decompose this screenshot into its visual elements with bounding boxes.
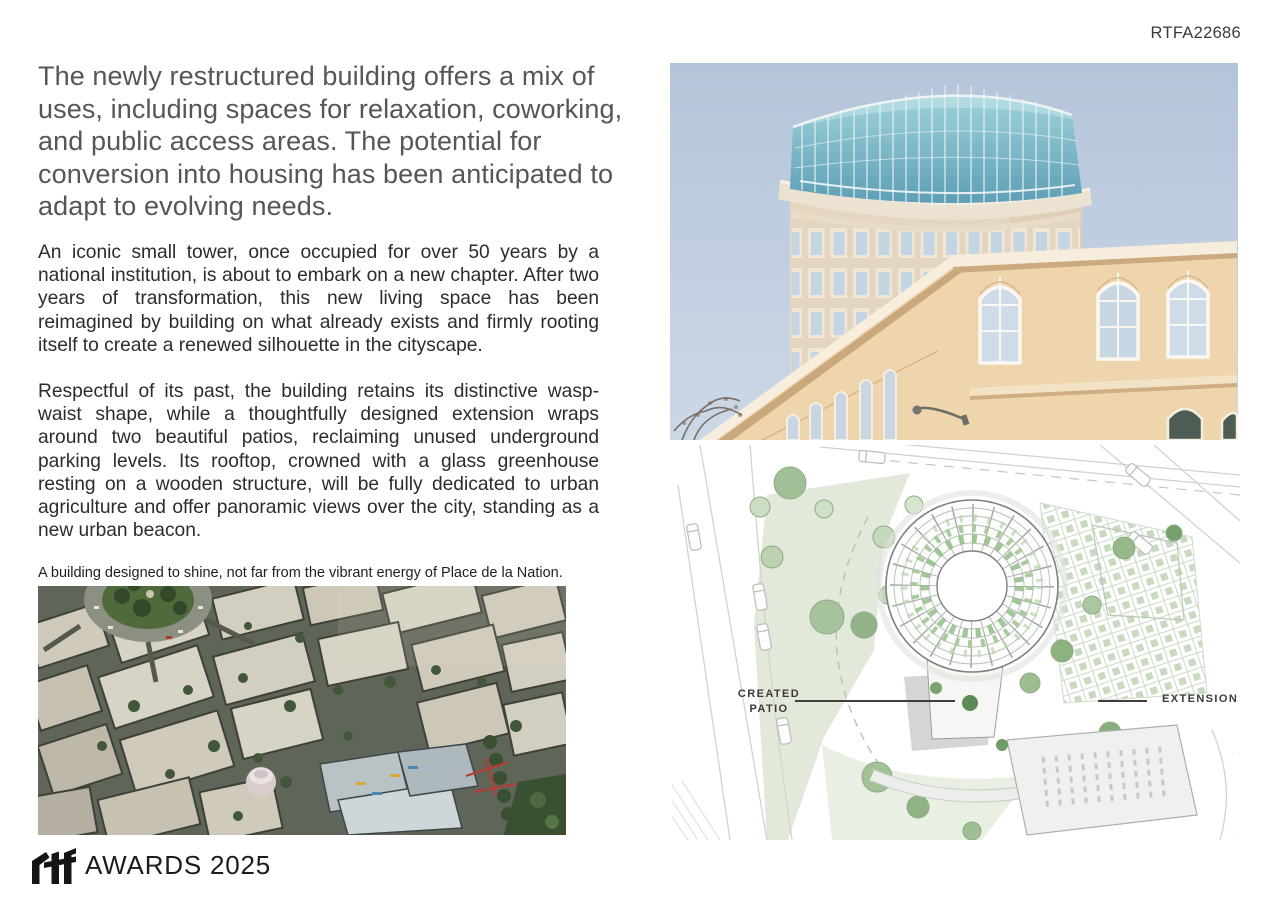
tower-photo-graphic xyxy=(670,63,1238,440)
awards-wordmark: AWARDS 2025 xyxy=(85,849,272,880)
body-paragraph-1: An iconic small tower, once occupied for over 50 years by a national institution, is about to embark on a new chapter. After two years of transformation, this new living space has been reimagined by building on what already exists and firmly rooting itself to create a renewed silhouette in the cityscape. xyxy=(38,242,599,356)
created-patio-label xyxy=(722,687,816,717)
body-paragraph-2: Respectful of its past, the building retains its distinctive wasp-waist shape, while a thoughtfully designed extension wraps around two beautiful patios, reclaiming unused underground parking levels. Its rooftop, crowned with a glass greenhouse resting on a wooden structure, will be fully dedicated to urban agriculture and offer panoramic views over the city, standing as a new urban beacon. xyxy=(38,381,599,542)
tower-photo xyxy=(670,63,1238,440)
created-patio-label-line1: CREATED xyxy=(737,688,801,700)
created-patio-label-line2: PATIO xyxy=(749,703,789,715)
submission-code: RTFA22686 xyxy=(1150,24,1241,42)
site-plan-drawing xyxy=(672,445,1240,840)
rtf-logo-icon xyxy=(30,846,76,884)
aerial-photo-graphic xyxy=(38,586,566,835)
aerial-photo-caption: A building designed to shine, not far from the vibrant energy of Place de la Nation. xyxy=(38,565,563,581)
aerial-photo xyxy=(38,586,566,835)
footer-brand xyxy=(30,846,271,884)
site-plan-graphic xyxy=(672,445,1240,840)
lead-paragraph: The newly restructured building offers a mix of uses, including spaces for relaxation, coworking, and public access areas. The potential for conversion into housing has been anticipated to adapt to evolving needs. xyxy=(38,61,623,222)
extension-label: EXTENSION xyxy=(1162,693,1239,705)
